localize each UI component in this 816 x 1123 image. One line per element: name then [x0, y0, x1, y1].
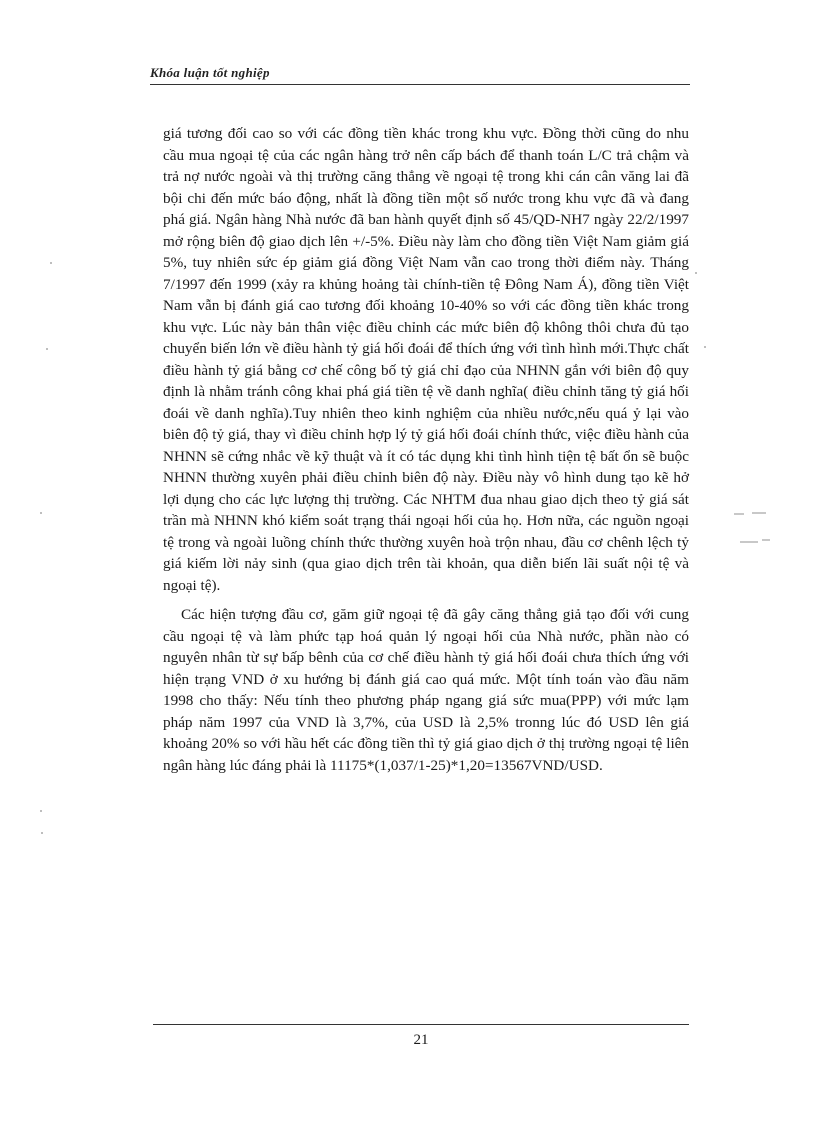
body-paragraph-2: Các hiện tượng đầu cơ, găm giữ ngoại tệ đã gây căng thẳng giả tạo đối với cung cầu ngoại tệ và làm phức tạp hoá quản lý ngoại hối của Nhà nước, phần nào có nguyên nhân từ sự bấp bênh của cơ chế điều hành tỷ giá hối đoái chưa thích ứng với hiện trạng VND ở xu hướng bị đánh giá cao quá mức. Một tính toán vào đầu năm 1998 cho thấy: Nếu tính theo phương pháp ngang giá sức mua(PPP) với mức lạm pháp năm 1997 của VND là 3,7%, của USD là 2,5% tronng lúc đó USD lên giá khoảng 20% so với hầu hết các đồng tiền thì tỷ giá giao dịch ở thị trường ngoại tệ liên ngân hàng lúc đáng phải là 11175*(1,037/1-25)*1,20=13567VND/USD.: [163, 606, 689, 774]
scan-speck: [41, 832, 43, 834]
page-header: [150, 64, 690, 82]
scan-speck: [40, 512, 42, 514]
header-title: Khóa luận tốt nghiệp: [150, 65, 270, 80]
scan-speck: [50, 262, 52, 264]
scan-speck: [704, 346, 706, 348]
header-divider: [150, 84, 690, 85]
page-number: 21: [413, 1032, 429, 1048]
footer-divider: [153, 1024, 689, 1025]
scan-speck: [40, 810, 42, 812]
scan-artifact: [730, 505, 790, 565]
scan-speck: [46, 348, 48, 350]
document-body: [163, 123, 689, 776]
body-paragraph-1: giá tương đối cao so với các đồng tiền khác trong khu vực. Đồng thời cũng do nhu cầu mua ngoại tệ của các ngân hàng trở nên cấp bách để thanh toán L/C trả chậm và trả nợ nước ngoài và thị trường căng thẳng về ngoại tệ trong khi cán cân văng lai đã bội chi đến mức báo động, nhất là đồng tiền một số nước trong khu vực đã và đang phá giá. Ngân hàng Nhà nước đã ban hành quyết định số 45/QD-NH7 ngày 22/2/1997 mở rộng biên độ giao dịch lên +/-5%. Điều này làm cho đồng tiền Việt Nam giảm giá 5%, tuy nhiên sức ép giảm giá đồng Việt Nam vẫn cao trong thời điểm này. Tháng 7/1997 đến 1999 (xảy ra khủng hoảng tài chính-tiền tệ Đông Nam Á), đồng tiền Việt Nam vẫn bị đánh giá cao tương đối khoảng 10-40% so với các đồng tiền khác trong khu vực. Lúc này bản thân việc điều chỉnh các mức biên độ không thôi chưa đủ tạo chuyển biến lớn về điều hành tỷ giá hối đoái để thích ứng với tình hình mới.Thực chất điều hành tỷ giá bằng cơ chế công bố tỷ giá chỉ đạo của NHNN gắn với biên độ quy định là nhằm tránh công khai phá giá tiền tệ về danh nghĩa( điều chỉnh tăng tỷ giá hối đoái về danh nghĩa).Tuy nhiên theo kinh nghiệm của nhiều nước,nếu quá ỷ lại vào biên độ tỷ giá, thay vì điều chỉnh hợp lý tỷ giá hối đoái chính thức, việc điều hành của NHNN sẽ cứng nhắc về kỹ thuật và ít có tác dụng khi tình hình tiện tệ bất ổn sẽ buộc NHNN thường xuyên phải điều chỉnh biên độ này. Điều này vô hình dung tạo kẽ hở lợi dụng cho các lực lượng thị trường. Các NHTM đua nhau giao dịch theo tỷ giá sát trần mà NHNN khó kiểm soát trạng thái ngoại hối của họ. Hơn nữa, các nguồn ngoại tệ trong và ngoài luồng chính thức thường xuyên hoà trộn nhau, đầu cơ chênh lệch tỷ giá kiếm lời nảy sinh (qua giao dịch trên tài khoản, qua diễn biến lãi suất nội tệ và ngoại tệ).: [163, 125, 689, 594]
scan-speck: [695, 272, 697, 274]
